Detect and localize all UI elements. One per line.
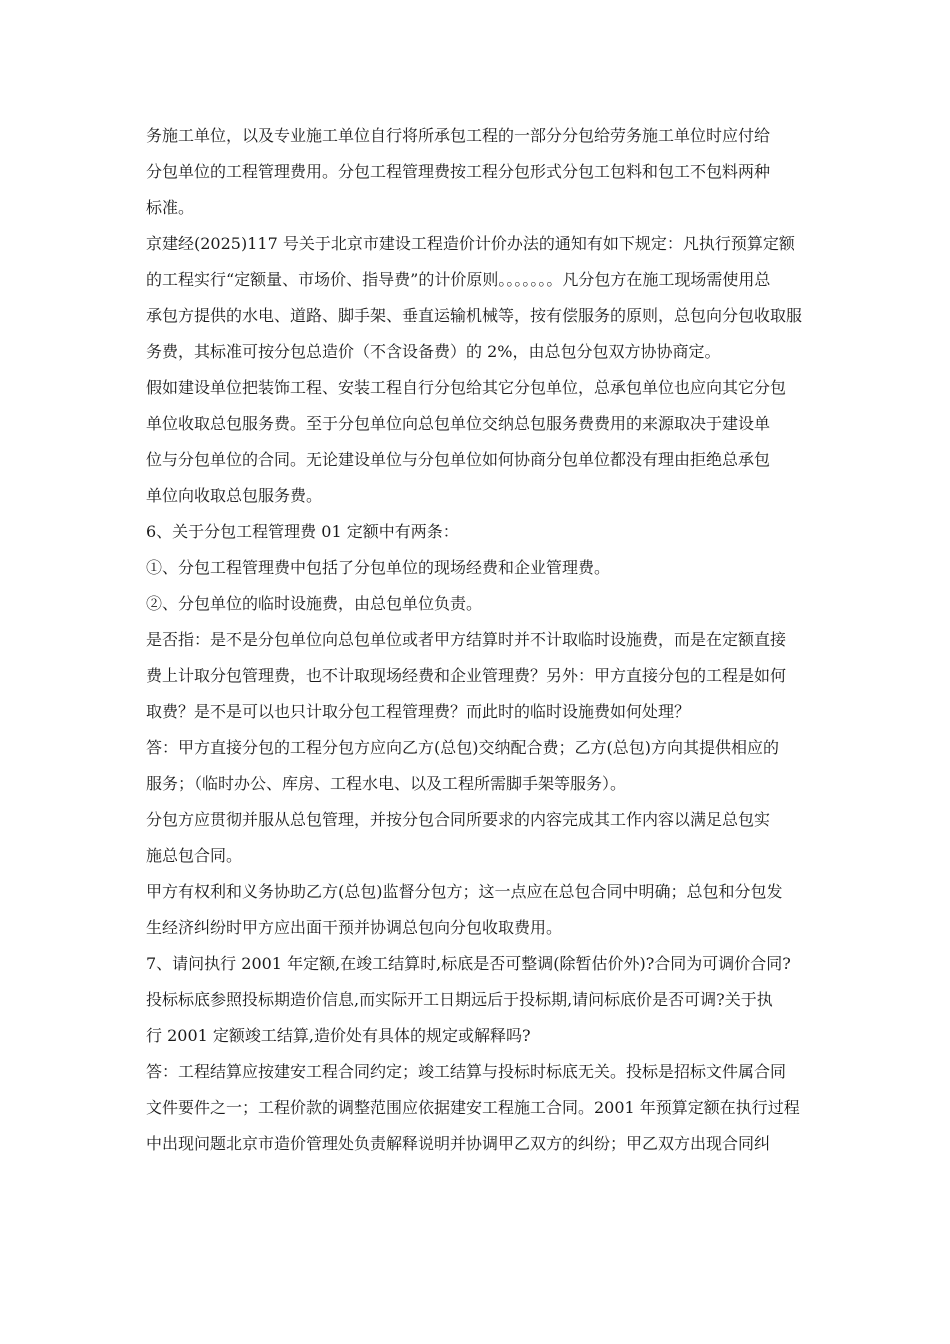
text-line: 6、关于分包工程管理费 01 定额中有两条：: [146, 522, 459, 541]
paragraph: [146, 730, 818, 802]
text-line: 服务；（临时办公、库房、工程水电、以及工程所需脚手架等服务）。: [146, 774, 627, 793]
text-line: 生经济纠纷时甲方应出面干预并协调总包向分包收取费用。: [146, 918, 563, 937]
document-body: [146, 118, 818, 1162]
paragraph: [146, 802, 818, 874]
text-line: 7、请问执行 2001 年定额,在竣工结算时,标底是否可整调(除暂估价外)?合同为可调价合同?: [146, 954, 791, 973]
paragraph: [146, 514, 818, 550]
text-line: 取费？是不是可以也只计取分包工程管理费？而此时的临时设施费如何处理？: [146, 702, 691, 721]
text-line: 答：工程结算应按建安工程合同约定；竣工结算与投标时标底无关。投标是招标文件属合同: [146, 1062, 787, 1081]
text-line: 费上计取分包管理费，也不计取现场经费和企业管理费？另外：甲方直接分包的工程是如何: [146, 666, 787, 685]
paragraph: [146, 118, 818, 226]
paragraph: [146, 1054, 818, 1162]
paragraph: [146, 586, 818, 622]
paragraph: [146, 550, 818, 586]
text-line: 分包方应贯彻并服从总包管理，并按分包合同所要求的内容完成其工作内容以满足总包实: [146, 810, 771, 829]
text-line: 答：甲方直接分包的工程分包方应向乙方(总包)交纳配合费；乙方(总包)方向其提供相应的: [146, 738, 779, 757]
paragraph: [146, 226, 818, 370]
text-line: 是否指：是不是分包单位向总包单位或者甲方结算时并不计取临时设施费，而是在定额直接: [146, 630, 787, 649]
paragraph: [146, 874, 818, 946]
paragraph: [146, 370, 818, 514]
text-line: 务施工单位，以及专业施工单位自行将所承包工程的一部分分包给劳务施工单位时应付给: [146, 126, 771, 145]
paragraph: [146, 622, 818, 730]
text-line: 施总包合同。: [146, 846, 243, 865]
text-line: ②、分包单位的临时设施费，由总包单位负责。: [146, 594, 483, 613]
paragraph: [146, 946, 818, 1054]
text-line: 假如建设单位把装饰工程、安装工程自行分包给其它分包单位，总承包单位也应向其它分包: [146, 378, 787, 397]
text-line: 标准。: [146, 198, 195, 217]
text-line: 务费，其标准可按分包总造价（不含设备费）的 2%，由总包分包双方协协商定。: [146, 342, 721, 361]
text-line: 单位收取总包服务费。至于分包单位向总包单位交纳总包服务费费用的来源取决于建设单: [146, 414, 771, 433]
text-line: 的工程实行“定额量、市场价、指导费”的计价原则。。。。。。。凡分包方在施工现场需使用总: [146, 270, 771, 289]
text-line: 投标标底参照投标期造价信息,而实际开工日期远后于投标期,请问标底价是否可调?关于执: [146, 990, 773, 1009]
text-line: ①、分包工程管理费中包括了分包单位的现场经费和企业管理费。: [146, 558, 611, 577]
text-line: 单位向收取总包服务费。: [146, 486, 323, 505]
text-line: 行 2001 定额竣工结算,造价处有具体的规定或解释吗?: [146, 1026, 531, 1045]
text-line: 承包方提供的水电、道路、脚手架、垂直运输机械等，按有偿服务的原则，总包向分包收取服: [146, 306, 803, 325]
text-line: 位与分包单位的合同。无论建设单位与分包单位如何协商分包单位都没有理由拒绝总承包: [146, 450, 771, 469]
text-line: 京建经(2025)117 号关于北京市建设工程造价计价办法的通知有如下规定：凡执行预算定额: [146, 234, 795, 253]
text-line: 分包单位的工程管理费用。分包工程管理费按工程分包形式分包工包料和包工不包料两种: [146, 162, 771, 181]
text-line: 中出现问题北京市造价管理处负责解释说明并协调甲乙双方的纠纷；甲乙双方出现合同纠: [146, 1134, 771, 1153]
text-line: 文件要件之一；工程价款的调整范围应依据建安工程施工合同。2001 年预算定额在执行过程: [146, 1098, 800, 1117]
text-line: 甲方有权利和义务协助乙方(总包)监督分包方；这一点应在总包合同中明确；总包和分包发: [146, 882, 783, 901]
